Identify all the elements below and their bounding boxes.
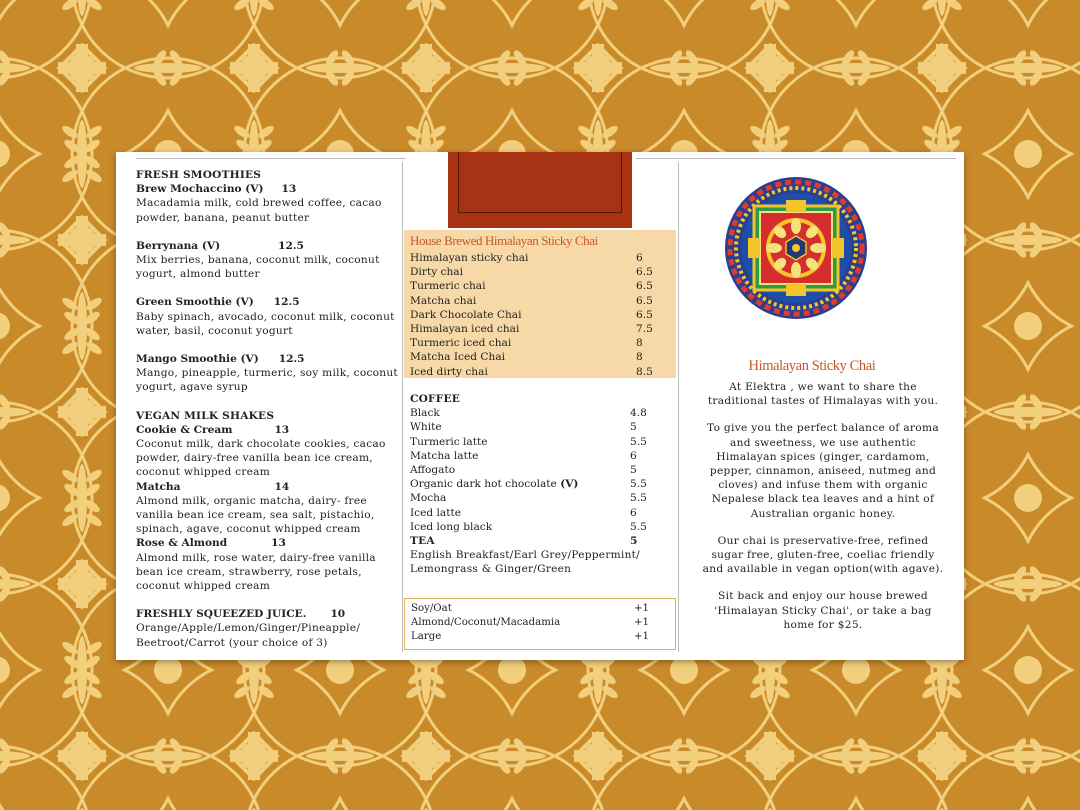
list-item: Organic dark hot chocolate (V) 5.5: [410, 478, 647, 491]
item-name: Mango Smoothie (V): [136, 353, 259, 366]
item-price: 13: [271, 537, 286, 550]
juice-head: [136, 607, 398, 621]
item-name: Rose & Almond: [136, 537, 228, 550]
item-price: 10: [330, 608, 346, 621]
item-price: 12.5: [273, 296, 300, 309]
column-divider: [402, 162, 403, 652]
column-divider: [678, 162, 679, 652]
coffee-column: [410, 392, 656, 577]
item-desc: Coconut milk, dark chocolate cookies, cacao powder, dairy-free vanilla bean ice cream, coconut whipped cream: [136, 438, 386, 479]
menu-card: [116, 152, 964, 660]
milk-options-box: [404, 598, 676, 650]
list-item: Turmeric chai 6.5: [410, 280, 653, 293]
list-item: White 5: [410, 421, 637, 434]
item-desc: Macadamia milk, cold brewed coffee, cacao powder, banana, peanut butter: [136, 197, 382, 224]
list-item: Soy/Oat +1: [411, 603, 649, 614]
item-desc: Almond milk, organic matcha, dairy- free vanilla bean ice cream, sea salt, pistachio, spinach, agave, coconut whipped cream: [136, 494, 375, 536]
coffee-list: [410, 406, 656, 548]
item-desc: Baby spinach, avocado, coconut milk, coconut water, basil, coconut yogurt: [136, 310, 395, 337]
chai-title: House Brewed Himalayan Sticky Chai: [410, 233, 598, 248]
menu-item-head: [136, 352, 398, 366]
about-paragraph: Sit back and enjoy our house brewed 'Himalayan Sticky Chai', or take a bag home for $25.: [714, 590, 932, 631]
chai-box: [404, 230, 676, 378]
red-header-block: [448, 152, 632, 228]
item-desc: Mango, pineapple, turmeric, soy milk, coconut yogurt, agave syrup: [136, 367, 398, 394]
menu-item-head: [136, 182, 398, 196]
list-item: Iced dirty chai 8.5: [410, 365, 653, 378]
juice-desc: Orange/Apple/Lemon/Ginger/Pineapple/ Beetroot/Carrot (your choice of 3): [136, 622, 361, 649]
list-item: Matcha Iced Chai 8: [410, 351, 643, 364]
item-name: Brew Mochaccino (V): [136, 183, 264, 196]
menu-item-head: [136, 480, 398, 494]
list-item: Turmeric iced chai 8: [410, 337, 643, 350]
shakes-title: VEGAN MILK SHAKES: [136, 409, 275, 422]
about-paragraph: At Elektra , we want to share the traditional tastes of Himalayas with you.: [707, 381, 939, 408]
list-item: Iced latte 6: [410, 506, 637, 519]
list-item: Himalayan iced chai 7.5: [410, 323, 653, 336]
tea-head: TEA 5: [410, 535, 638, 548]
menu-item-head: [136, 295, 398, 309]
item-price: 12.5: [278, 353, 305, 366]
about-column: [702, 380, 944, 645]
mandala-logo: [724, 176, 868, 320]
list-item: Mocha 5.5: [410, 492, 647, 505]
top-rule: [636, 158, 956, 159]
top-rule: [136, 158, 406, 159]
menu-item-head: [136, 423, 398, 437]
list-item: Dark Chocolate Chai 6.5: [410, 308, 653, 321]
brand-title: Himalayan Sticky Chai: [748, 358, 876, 374]
list-item: Affogato 5: [410, 464, 637, 477]
item-price: 12.5: [278, 239, 304, 252]
item-price: 13: [274, 423, 290, 436]
item-name: Green Smoothie (V): [136, 296, 254, 309]
item-name: Berrynana (V): [136, 239, 221, 252]
juice-title: FRESHLY SQUEEZED JUICE.: [136, 608, 307, 621]
about-paragraph: To give you the perfect balance of aroma and sweetness, we use authentic Himalayan spices (ginger, cardamom, pepper, cinnamon, aniseed, nutmeg and cloves) and infuse them with organic Nepalese black tea leaves and a hint of Australian organic honey.: [707, 422, 939, 520]
about-paragraph: Our chai is preservative-free, refined sugar free, gluten-free, coeliac friendly and available in vegan option(with agave).: [702, 534, 944, 576]
list-item: Black 4.8: [410, 407, 647, 420]
list-item: Dirty chai 6.5: [410, 266, 653, 279]
chai-list: [410, 251, 662, 379]
smoothies-column: [136, 168, 398, 650]
item-desc: Almond milk, rose water, dairy-free vanilla bean ice cream, strawberry, rose petals, coconut whipped cream: [136, 551, 376, 593]
item-name: Matcha: [136, 480, 181, 493]
menu-item-head: [136, 239, 398, 253]
list-item: Iced long black 5.5: [410, 520, 647, 533]
item-price: 13: [281, 183, 297, 196]
list-item: Almond/Coconut/Macadamia +1: [411, 617, 649, 629]
list-item: Large +1: [411, 631, 649, 643]
smoothies-title: FRESH SMOOTHIES: [136, 169, 262, 181]
tea-desc: English Breakfast/Earl Grey/Peppermint/ Lemongrass & Ginger/Green: [410, 549, 640, 576]
item-name: Cookie & Cream: [136, 423, 233, 436]
list-item: Matcha chai 6.5: [410, 294, 653, 307]
list-item: Matcha latte 6: [410, 449, 637, 462]
item-desc: Mix berries, banana, coconut milk, coconut yogurt, almond butter: [136, 254, 380, 281]
list-item: Turmeric latte 5.5: [410, 435, 647, 448]
menu-item-head: [136, 536, 398, 550]
list-item: Himalayan sticky chai 6: [410, 252, 643, 264]
coffee-title: COFFEE: [410, 393, 461, 405]
item-price: 14: [274, 480, 290, 493]
